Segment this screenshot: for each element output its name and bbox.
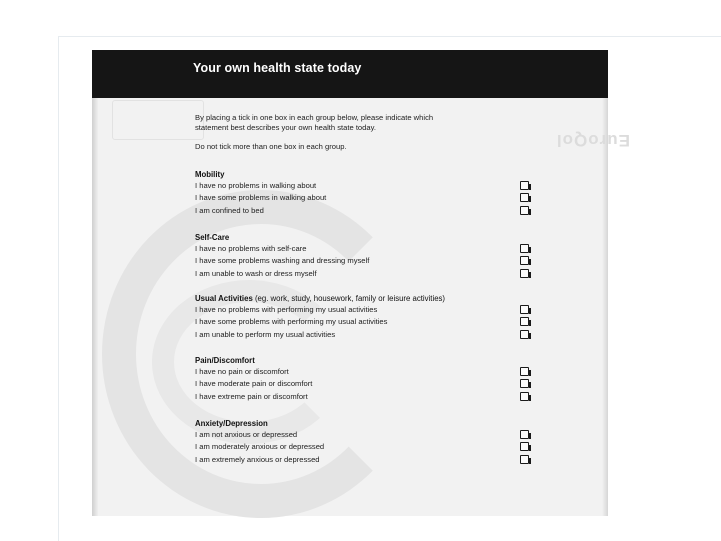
- group-title: [195, 419, 615, 429]
- group-title-text: Anxiety/Depression: [195, 419, 268, 428]
- tick-box[interactable]: [520, 430, 529, 439]
- header-bar: [92, 50, 608, 98]
- option-label: I have no problems with performing my usual activities: [195, 305, 378, 314]
- sheet-left-edge: [92, 50, 98, 516]
- group-title: [195, 170, 615, 180]
- instruction-text: Do not tick more than one box in each group.: [195, 142, 347, 151]
- tick-box[interactable]: [520, 455, 529, 464]
- option-row: [195, 316, 615, 328]
- option-row: [195, 255, 615, 267]
- group-title-text: Usual Activities: [195, 294, 253, 303]
- tick-box[interactable]: [520, 256, 529, 265]
- option-label: I have moderate pain or discomfort: [195, 379, 313, 389]
- intro-text: [195, 113, 433, 133]
- group-title: [195, 356, 615, 366]
- option-row: [195, 378, 615, 390]
- option-label: I am unable to wash or dress myself: [195, 268, 317, 278]
- tick-box[interactable]: [520, 379, 529, 388]
- option-label: I am moderately anxious or depressed: [195, 442, 325, 452]
- option-row: [195, 205, 615, 217]
- page-title: Your own health state today: [193, 61, 362, 75]
- group-title-text: Self-Care: [195, 233, 230, 242]
- tick-box[interactable]: [520, 206, 529, 215]
- questionnaire-sheet: [92, 50, 630, 516]
- option-label: I have some problems washing and dressing myself: [195, 256, 370, 266]
- option-label: I have some problems in walking about: [195, 193, 327, 203]
- option-row: [195, 243, 615, 255]
- tick-box[interactable]: [520, 181, 529, 190]
- tick-box[interactable]: [520, 392, 529, 401]
- intro-line-2: statement best describes your own health state today.: [195, 123, 376, 132]
- group-anxiety-depression: [195, 419, 615, 466]
- tick-box[interactable]: [520, 442, 529, 451]
- option-label: I am not anxious or depressed: [195, 430, 298, 439]
- group-title-note: (eg. work, study, housework, family or leisure activities): [254, 294, 446, 303]
- group-title: [195, 294, 615, 304]
- option-label: I am confined to bed: [195, 205, 264, 215]
- option-label: I have no pain or discomfort: [195, 367, 289, 376]
- group-title-text: Mobility: [195, 170, 225, 179]
- tick-box[interactable]: [520, 305, 529, 314]
- tick-box[interactable]: [520, 317, 529, 326]
- option-label: I am unable to perform my usual activities: [195, 329, 336, 339]
- option-row: [195, 192, 615, 204]
- tick-box[interactable]: [520, 330, 529, 339]
- option-row: [195, 180, 615, 192]
- option-row: [195, 441, 615, 453]
- group-pain-discomfort: [195, 356, 615, 403]
- option-row: [195, 268, 615, 280]
- option-row: [195, 329, 615, 341]
- group-usual-activities: [195, 294, 615, 341]
- option-row: [195, 454, 615, 466]
- group-mobility: [195, 170, 615, 217]
- option-row: [195, 304, 615, 316]
- option-label: I have some problems with performing my usual activities: [195, 317, 388, 327]
- option-label: I have extreme pain or discomfort: [195, 391, 308, 401]
- option-label: I have no problems with self-care: [195, 244, 307, 253]
- watermark-text: EuroQol: [555, 131, 630, 150]
- option-row: [195, 429, 615, 441]
- tick-box[interactable]: [520, 367, 529, 376]
- option-label: I am extremely anxious or depressed: [195, 454, 320, 464]
- group-title-text: Pain/Discomfort: [195, 356, 255, 365]
- option-row: [195, 391, 615, 403]
- intro-line-1: By placing a tick in one box in each group below, please indicate which: [195, 113, 434, 122]
- tick-box[interactable]: [520, 193, 529, 202]
- option-row: [195, 366, 615, 378]
- option-label: I have no problems in walking about: [195, 181, 317, 190]
- group-title: [195, 233, 615, 243]
- watermark-box: [112, 100, 204, 140]
- tick-box[interactable]: [520, 244, 529, 253]
- group-self-care: [195, 233, 615, 280]
- tick-box[interactable]: [520, 269, 529, 278]
